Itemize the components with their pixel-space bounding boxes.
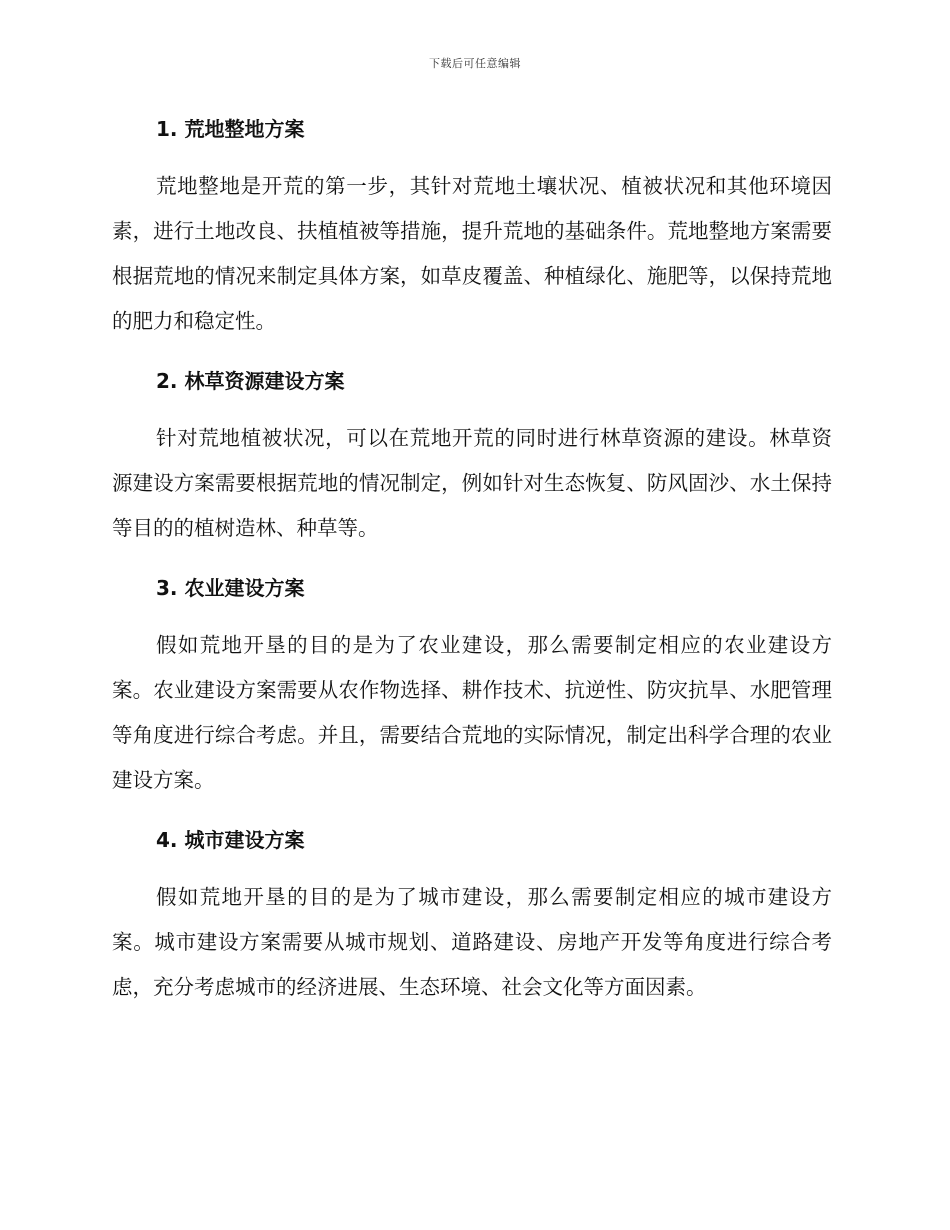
section-3 <box>112 573 832 803</box>
section-paragraph: 针对荒地植被状况，可以在荒地开荒的同时进行林草资源的建设。林草资源建设方案需要根据荒地的情况制定，例如针对生态恢复、防风固沙、水土保持等目的的植树造林、种草等。 <box>112 426 832 540</box>
document-body <box>112 114 832 1032</box>
section-heading: 2. 林草资源建设方案 <box>156 369 345 393</box>
section-4 <box>112 825 832 1010</box>
section-paragraph: 假如荒地开垦的目的是为了农业建设，那么需要制定相应的农业建设方案。农业建设方案需要从农作物选择、耕作技术、抗逆性、防灾抗旱、水肥管理等角度进行综合考虑。并且，需要结合荒地的实际情况，制定出科学合理的农业建设方案。 <box>112 633 832 792</box>
section-paragraph: 荒地整地是开荒的第一步，其针对荒地土壤状况、植被状况和其他环境因素，进行土地改良、扶植植被等措施，提升荒地的基础条件。荒地整地方案需要根据荒地的情况来制定具体方案，如草皮覆盖、种植绿化、施肥等，以保持荒地的肥力和稳定性。 <box>112 174 832 333</box>
section-heading: 1. 荒地整地方案 <box>156 117 305 141</box>
section-2 <box>112 366 832 551</box>
section-heading: 3. 农业建设方案 <box>156 576 305 600</box>
page-header-note: 下载后可任意编辑 <box>429 57 521 70</box>
section-1 <box>112 114 832 344</box>
section-paragraph: 假如荒地开垦的目的是为了城市建设，那么需要制定相应的城市建设方案。城市建设方案需要从城市规划、道路建设、房地产开发等角度进行综合考虑，充分考虑城市的经济进展、生态环境、社会文化等方面因素。 <box>112 885 832 999</box>
section-heading: 4. 城市建设方案 <box>156 828 305 852</box>
